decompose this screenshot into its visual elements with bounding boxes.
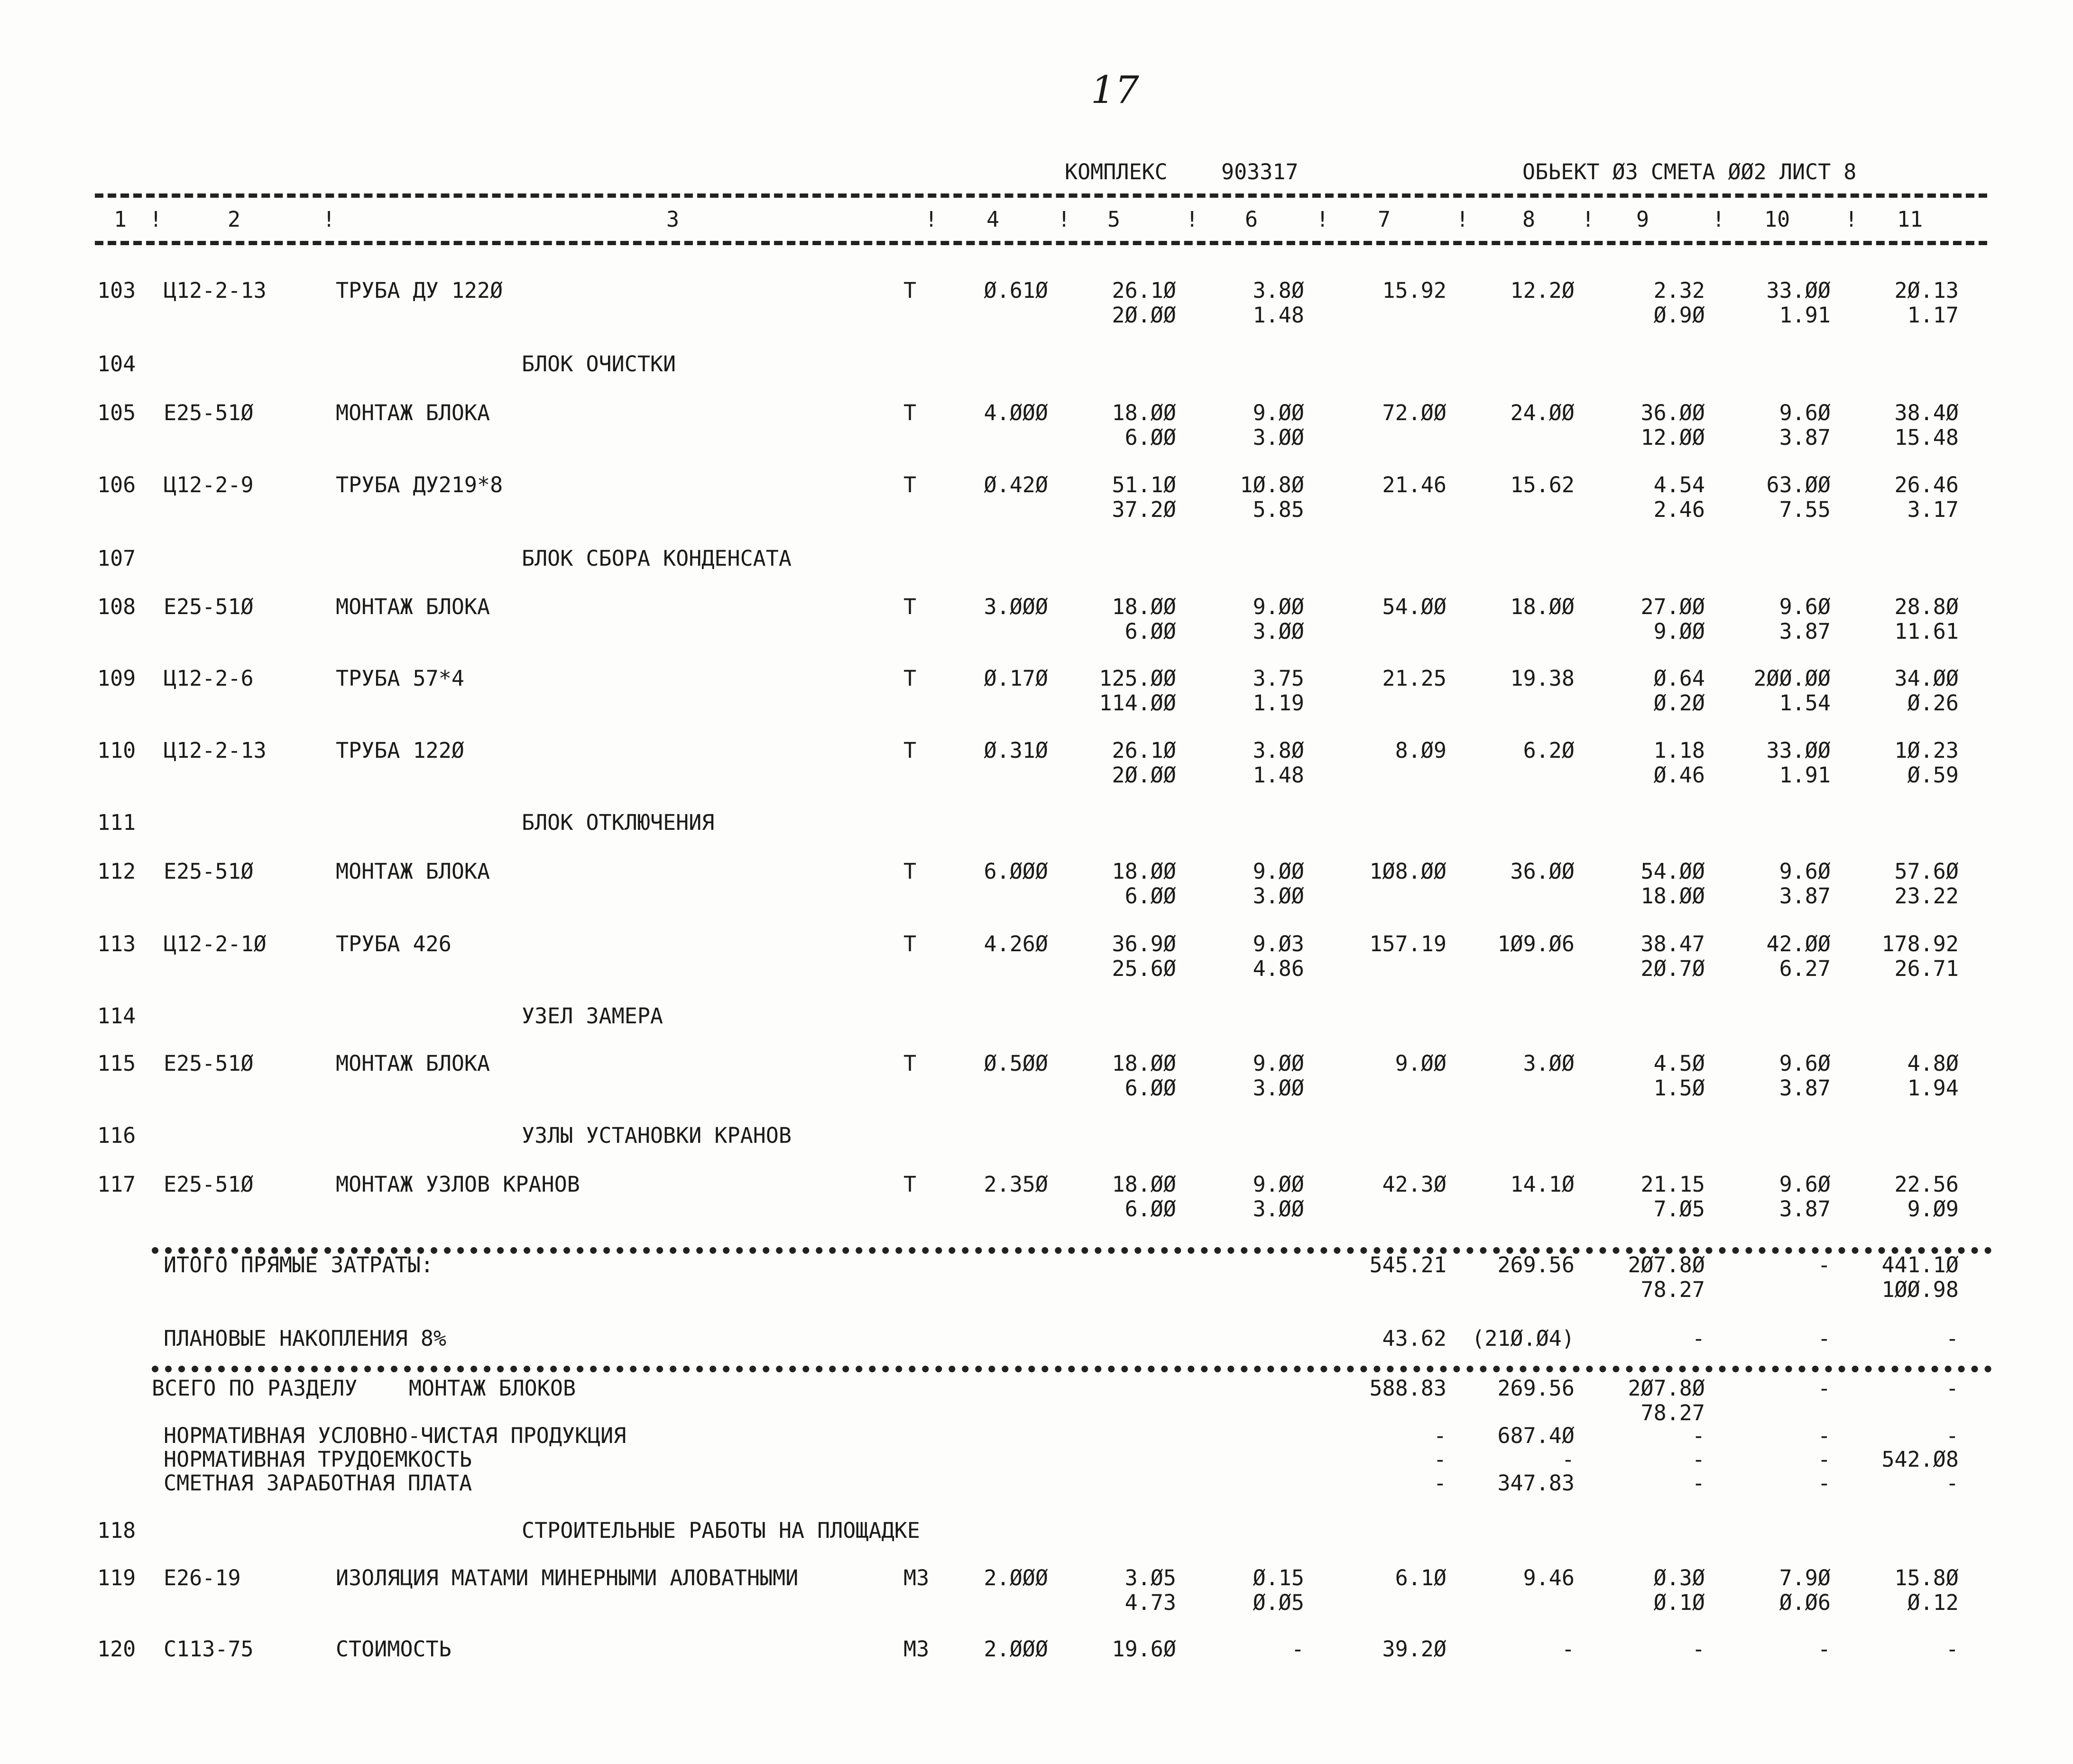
cell-c10: 3.87 bbox=[1779, 1196, 1831, 1222]
row-qty: 2.ØØØ bbox=[984, 1565, 1048, 1590]
cell-c8: 24.ØØ bbox=[1510, 400, 1575, 425]
complex-label: КОМПЛЕКС bbox=[1065, 159, 1168, 184]
row-number: 117 bbox=[97, 1172, 136, 1197]
cell-c9: 21.15 bbox=[1640, 1172, 1705, 1197]
row-qty: Ø.17Ø bbox=[984, 666, 1048, 691]
cell-c6: 3.ØØ bbox=[1253, 1196, 1304, 1222]
cell-c5: 125.ØØ bbox=[1099, 666, 1176, 691]
total-section-c7: 588.83 bbox=[1369, 1376, 1446, 1401]
cell-c6: 5.85 bbox=[1253, 497, 1304, 522]
row-name: МОНТАЖ БЛОКА bbox=[336, 1051, 490, 1076]
cell-c7: 21.46 bbox=[1382, 472, 1446, 497]
cell-c7: 21.25 bbox=[1382, 666, 1446, 691]
cell-c10: 3.87 bbox=[1779, 883, 1831, 909]
row-number: 118 bbox=[97, 1518, 136, 1543]
row-number: 115 bbox=[97, 1051, 136, 1076]
row-number: 105 bbox=[97, 400, 136, 425]
cell-c5: 18.ØØ bbox=[1112, 594, 1176, 619]
cell-c5: 37.2Ø bbox=[1112, 497, 1176, 522]
total-direct-c9: 78.27 bbox=[1640, 1277, 1705, 1302]
row-number: 120 bbox=[97, 1636, 136, 1662]
cell-c11: 1.17 bbox=[1907, 303, 1959, 328]
cell-c11: Ø.59 bbox=[1907, 763, 1959, 788]
total-planned-c7: 43.62 bbox=[1382, 1326, 1446, 1351]
row-code: С113-75 bbox=[164, 1636, 254, 1662]
wage-label: СМЕТНАЯ ЗАРАБОТНАЯ ПЛАТА bbox=[164, 1470, 472, 1496]
column-separator: ! bbox=[925, 207, 938, 232]
cell-c6: Ø.15 bbox=[1253, 1565, 1304, 1590]
row-code: Ц12-2-6 bbox=[164, 666, 254, 691]
cell-c10: 7.9Ø bbox=[1779, 1565, 1831, 1590]
total-direct-c9: 2Ø7.8Ø bbox=[1628, 1252, 1705, 1277]
total-direct-c7: 545.21 bbox=[1369, 1252, 1446, 1277]
row-code: Ц12-2-1Ø bbox=[164, 931, 267, 956]
cell-c7: 15.92 bbox=[1382, 278, 1446, 303]
cell-c11: 178.92 bbox=[1881, 931, 1959, 956]
row-code: Ц12-2-13 bbox=[164, 278, 267, 303]
cell-c5: 18.ØØ bbox=[1112, 1051, 1176, 1076]
cell-c9: Ø.2Ø bbox=[1653, 690, 1705, 716]
cell-c10: 9.6Ø bbox=[1779, 1172, 1831, 1197]
cell-c6: 9.ØØ bbox=[1253, 1172, 1304, 1197]
column-separator: ! bbox=[1845, 207, 1858, 232]
cell-c9: Ø.3Ø bbox=[1653, 1565, 1705, 1590]
cell-c7: 54.ØØ bbox=[1382, 594, 1446, 619]
cell-c10: 1.91 bbox=[1779, 303, 1831, 328]
row-unit: Т bbox=[903, 859, 917, 884]
column-separator: ! bbox=[1186, 207, 1199, 232]
cell-c5: 19.6Ø bbox=[1112, 1636, 1176, 1662]
cell-c8: 36.ØØ bbox=[1510, 859, 1575, 884]
cell-c5: 6.ØØ bbox=[1124, 619, 1176, 644]
norm-labor-c11: 542.Ø8 bbox=[1881, 1447, 1959, 1472]
row-code: Е25-51Ø bbox=[164, 1051, 254, 1076]
cell-c6: 1Ø.8Ø bbox=[1240, 472, 1304, 497]
cell-c7: 39.2Ø bbox=[1382, 1636, 1446, 1662]
row-number: 113 bbox=[97, 931, 136, 956]
row-code: Е25-51Ø bbox=[164, 594, 254, 619]
total-direct-c8: 269.56 bbox=[1497, 1252, 1575, 1277]
cell-c9: 7.Ø5 bbox=[1653, 1196, 1705, 1222]
norm-labor-label: НОРМАТИВНАЯ ТРУДОЕМКОСТЬ bbox=[164, 1447, 472, 1472]
cell-c7: 157.19 bbox=[1369, 931, 1446, 956]
cell-c6: 9.ØØ bbox=[1253, 594, 1304, 619]
cell-c10: 9.6Ø bbox=[1779, 400, 1831, 425]
column-header-11: 11 bbox=[1897, 207, 1923, 232]
cell-c11: Ø.12 bbox=[1907, 1590, 1959, 1615]
cell-c6: 3.ØØ bbox=[1253, 619, 1304, 644]
column-header-6: 6 bbox=[1245, 207, 1258, 232]
total-direct-c11: 441.1Ø bbox=[1881, 1252, 1959, 1277]
row-number: 114 bbox=[97, 1003, 136, 1029]
wage-c9: - bbox=[1692, 1470, 1705, 1496]
cell-c5: 2Ø.ØØ bbox=[1112, 303, 1176, 328]
cell-c10: 6.27 bbox=[1779, 956, 1831, 981]
norm-product-label: НОРМАТИВНАЯ УСЛОВНО-ЧИСТАЯ ПРОДУКЦИЯ bbox=[164, 1423, 627, 1448]
cell-c9: 27.ØØ bbox=[1640, 594, 1705, 619]
norm-labor-c9: - bbox=[1692, 1447, 1705, 1472]
cell-c9: 12.ØØ bbox=[1640, 425, 1705, 450]
cell-c6: Ø.Ø5 bbox=[1253, 1590, 1304, 1615]
cell-c5: 26.1Ø bbox=[1112, 278, 1176, 303]
row-number: 108 bbox=[97, 594, 136, 619]
cell-c10: 9.6Ø bbox=[1779, 1051, 1831, 1076]
cell-c11: 4.8Ø bbox=[1907, 1051, 1959, 1076]
cell-c9: Ø.9Ø bbox=[1653, 303, 1705, 328]
row-number: 110 bbox=[97, 738, 136, 763]
cell-c9: Ø.1Ø bbox=[1653, 1590, 1705, 1615]
row-name: МОНТАЖ УЗЛОВ КРАНОВ bbox=[336, 1172, 580, 1197]
column-header-10: 10 bbox=[1764, 207, 1790, 232]
total-planned-label: ПЛАНОВЫЕ НАКОПЛЕНИЯ 8% bbox=[164, 1326, 447, 1351]
cell-c5: 4.73 bbox=[1124, 1590, 1176, 1615]
row-name: ТРУБА ДУ 122Ø bbox=[336, 278, 503, 303]
row-name: МОНТАЖ БЛОКА bbox=[336, 594, 490, 619]
total-section-c10: - bbox=[1817, 1376, 1831, 1401]
row-qty: Ø.61Ø bbox=[984, 278, 1048, 303]
cell-c10: 3.87 bbox=[1779, 1075, 1831, 1101]
row-name: ТРУБА ДУ219*8 bbox=[336, 472, 503, 497]
row-qty: 2.ØØØ bbox=[984, 1636, 1048, 1662]
total-direct-c10: - bbox=[1817, 1252, 1831, 1277]
cell-c11: 23.22 bbox=[1894, 883, 1959, 909]
cell-c10: 9.6Ø bbox=[1779, 859, 1831, 884]
column-separator: ! bbox=[322, 207, 336, 232]
row-code: Е25-51Ø bbox=[164, 400, 254, 425]
norm-product-c7: - bbox=[1433, 1423, 1446, 1448]
row-code: Е26-19 bbox=[164, 1565, 241, 1590]
cell-c9: 1.5Ø bbox=[1653, 1075, 1705, 1101]
row-name: ТРУБА 122Ø bbox=[336, 738, 464, 763]
row-code: Ц12-2-13 bbox=[164, 738, 267, 763]
cell-c7: 6.1Ø bbox=[1395, 1565, 1446, 1590]
cell-c6: - bbox=[1291, 1636, 1304, 1662]
norm-labor-c7: - bbox=[1433, 1447, 1446, 1472]
total-direct-label: ИТОГО ПРЯМЫЕ ЗАТРАТЫ: bbox=[164, 1252, 433, 1277]
cell-c11: 1.94 bbox=[1907, 1075, 1959, 1101]
column-separator: ! bbox=[1712, 207, 1725, 232]
wage-c7: - bbox=[1433, 1470, 1446, 1496]
cell-c8: 12.2Ø bbox=[1510, 278, 1575, 303]
cell-c11: 38.4Ø bbox=[1894, 400, 1959, 425]
cell-c6: 9.Ø3 bbox=[1253, 931, 1304, 956]
column-header-7: 7 bbox=[1378, 207, 1391, 232]
cell-c11: 15.48 bbox=[1894, 425, 1959, 450]
column-header-8: 8 bbox=[1522, 207, 1536, 232]
cell-c5: 3.Ø5 bbox=[1124, 1565, 1176, 1590]
cell-c5: 6.ØØ bbox=[1124, 425, 1176, 450]
row-unit: Т bbox=[903, 738, 917, 763]
cell-c9: 2.46 bbox=[1653, 497, 1705, 522]
cell-c10: 33.ØØ bbox=[1766, 738, 1831, 763]
cell-c11: 34.ØØ bbox=[1894, 666, 1959, 691]
total-planned-c10: - bbox=[1817, 1326, 1831, 1351]
row-number: 109 bbox=[97, 666, 136, 691]
cell-c11: 2Ø.13 bbox=[1894, 278, 1959, 303]
section-title: БЛОК ОЧИСТКИ bbox=[522, 351, 676, 377]
row-number: 112 bbox=[97, 859, 136, 884]
section-title: БЛОК ОТКЛЮЧЕНИЯ bbox=[522, 810, 715, 835]
cell-c10: 3.87 bbox=[1779, 619, 1831, 644]
cell-c6: 3.75 bbox=[1253, 666, 1304, 691]
row-unit: М3 bbox=[903, 1636, 930, 1662]
cell-c11: 22.56 bbox=[1894, 1172, 1959, 1197]
row-unit: Т bbox=[903, 1051, 917, 1076]
column-header-3: 3 bbox=[666, 207, 680, 232]
cell-c6: 1.48 bbox=[1253, 763, 1304, 788]
wage-c11: - bbox=[1945, 1470, 1959, 1496]
norm-product-c11: - bbox=[1945, 1423, 1959, 1448]
row-qty: 3.ØØØ bbox=[984, 594, 1048, 619]
cell-c9: 9.ØØ bbox=[1653, 619, 1705, 644]
cell-c7: 42.3Ø bbox=[1382, 1172, 1446, 1197]
cell-c5: 18.ØØ bbox=[1112, 859, 1176, 884]
total-section-c9: 2Ø7.8Ø bbox=[1628, 1376, 1705, 1401]
cell-c11: 57.6Ø bbox=[1894, 859, 1959, 884]
section-title: УЗЕЛ ЗАМЕРА bbox=[522, 1003, 663, 1029]
cell-c6: 9.ØØ bbox=[1253, 400, 1304, 425]
cell-c9: 1.18 bbox=[1653, 738, 1705, 763]
wage-c10: - bbox=[1817, 1470, 1831, 1496]
cell-c9: Ø.46 bbox=[1653, 763, 1705, 788]
cell-c10: 42.ØØ bbox=[1766, 931, 1831, 956]
norm-product-c8: 687.4Ø bbox=[1497, 1423, 1575, 1448]
column-header-4: 4 bbox=[986, 207, 1000, 232]
row-code: Е25-51Ø bbox=[164, 859, 254, 884]
cell-c11: - bbox=[1945, 1636, 1959, 1662]
cell-c10: 33.ØØ bbox=[1766, 278, 1831, 303]
cell-c6: 4.86 bbox=[1253, 956, 1304, 981]
page-number: 17 bbox=[1091, 68, 1139, 112]
row-number: 106 bbox=[97, 472, 136, 497]
row-unit: М3 bbox=[903, 1565, 930, 1590]
row-unit: Т bbox=[903, 594, 917, 619]
cell-c5: 114.ØØ bbox=[1099, 690, 1176, 716]
cell-c5: 18.ØØ bbox=[1112, 1172, 1176, 1197]
row-number: 111 bbox=[97, 810, 136, 835]
row-name: ИЗОЛЯЦИЯ МАТАМИ МИНЕРНЫМИ АЛОВАТНЫМИ bbox=[336, 1565, 799, 1590]
cell-c6: 3.ØØ bbox=[1253, 425, 1304, 450]
cell-c9: 4.5Ø bbox=[1653, 1051, 1705, 1076]
cell-c8: 18.ØØ bbox=[1510, 594, 1575, 619]
cell-c5: 25.6Ø bbox=[1112, 956, 1176, 981]
object-label: ОБЬЕКТ Ø3 СМЕТА ØØ2 ЛИСТ 8 bbox=[1522, 159, 1857, 184]
row-unit: Т bbox=[903, 931, 917, 956]
norm-product-c10: - bbox=[1817, 1423, 1831, 1448]
row-unit: Т bbox=[903, 1172, 917, 1197]
row-number: 119 bbox=[97, 1565, 136, 1590]
total-planned-c11: - bbox=[1945, 1326, 1959, 1351]
row-unit: Т bbox=[903, 472, 917, 497]
row-number: 116 bbox=[97, 1123, 136, 1148]
dotted-separator bbox=[152, 1366, 1992, 1372]
row-code: Е25-51Ø bbox=[164, 1172, 254, 1197]
total-direct-c11: 1ØØ.98 bbox=[1881, 1277, 1959, 1302]
norm-product-c9: - bbox=[1692, 1423, 1705, 1448]
row-name: МОНТАЖ БЛОКА bbox=[336, 400, 490, 425]
cell-c8: 3.ØØ bbox=[1523, 1051, 1575, 1076]
column-header-9: 9 bbox=[1636, 207, 1649, 232]
cell-c11: 26.46 bbox=[1894, 472, 1959, 497]
row-name: СТОИМОСТЬ bbox=[336, 1636, 451, 1662]
row-qty: 2.35Ø bbox=[984, 1172, 1048, 1197]
total-section-c9: 78.27 bbox=[1640, 1400, 1705, 1425]
cell-c5: 26.1Ø bbox=[1112, 738, 1176, 763]
total-section-label: ВСЕГО ПО РАЗДЕЛУ МОНТАЖ БЛОКОВ bbox=[152, 1376, 576, 1401]
cell-c9: 2Ø.7Ø bbox=[1640, 956, 1705, 981]
cell-c6: 3.8Ø bbox=[1253, 278, 1304, 303]
row-qty: 4.26Ø bbox=[984, 931, 1048, 956]
row-qty: Ø.5ØØ bbox=[984, 1051, 1048, 1076]
cell-c9: 36.ØØ bbox=[1640, 400, 1705, 425]
cell-c11: 9.Ø9 bbox=[1907, 1196, 1959, 1222]
cell-c5: 51.1Ø bbox=[1112, 472, 1176, 497]
cell-c6: 1.48 bbox=[1253, 303, 1304, 328]
column-separator: ! bbox=[1316, 207, 1329, 232]
section-title: УЗЛЫ УСТАНОВКИ КРАНОВ bbox=[522, 1123, 792, 1148]
cell-c7: 9.ØØ bbox=[1395, 1051, 1446, 1076]
section-title: СТРОИТЕЛЬНЫЕ РАБОТЫ НА ПЛОЩАДКЕ bbox=[522, 1518, 920, 1543]
cell-c7: 8.Ø9 bbox=[1395, 738, 1446, 763]
cell-c8: 14.1Ø bbox=[1510, 1172, 1575, 1197]
cell-c8: 1Ø9.Ø6 bbox=[1497, 931, 1575, 956]
cell-c8: 19.38 bbox=[1510, 666, 1575, 691]
cell-c9: - bbox=[1692, 1636, 1705, 1662]
cell-c5: 18.ØØ bbox=[1112, 400, 1176, 425]
cell-c10: - bbox=[1817, 1636, 1831, 1662]
header-rule-bottom bbox=[95, 241, 1987, 245]
row-qty: Ø.31Ø bbox=[984, 738, 1048, 763]
cell-c10: 2ØØ.ØØ bbox=[1753, 666, 1831, 691]
column-header-2: 2 bbox=[228, 207, 241, 232]
total-planned-c8: (21Ø.Ø4) bbox=[1472, 1326, 1575, 1351]
cell-c5: 6.ØØ bbox=[1124, 1196, 1176, 1222]
cell-c6: 1.19 bbox=[1253, 690, 1304, 716]
cell-c9: 38.47 bbox=[1640, 931, 1705, 956]
row-name: ТРУБА 426 bbox=[336, 931, 451, 956]
column-separator: ! bbox=[1582, 207, 1595, 232]
total-section-c11: - bbox=[1945, 1376, 1959, 1401]
row-number: 103 bbox=[97, 278, 136, 303]
cell-c7: 1Ø8.ØØ bbox=[1369, 859, 1446, 884]
cell-c5: 36.9Ø bbox=[1112, 931, 1176, 956]
cell-c6: 3.ØØ bbox=[1253, 1075, 1304, 1101]
cell-c11: Ø.26 bbox=[1907, 690, 1959, 716]
column-header-5: 5 bbox=[1107, 207, 1121, 232]
cell-c6: 9.ØØ bbox=[1253, 859, 1304, 884]
row-number: 104 bbox=[97, 351, 136, 377]
cell-c9: 2.32 bbox=[1653, 278, 1705, 303]
cell-c11: 26.71 bbox=[1894, 956, 1959, 981]
row-unit: Т bbox=[903, 278, 917, 303]
column-separator: ! bbox=[149, 207, 163, 232]
cell-c11: 28.8Ø bbox=[1894, 594, 1959, 619]
row-qty: 6.ØØØ bbox=[984, 859, 1048, 884]
row-number: 107 bbox=[97, 546, 136, 571]
column-header-1: 1 bbox=[114, 207, 127, 232]
cell-c5: 6.ØØ bbox=[1124, 1075, 1176, 1101]
cell-c5: 2Ø.ØØ bbox=[1112, 763, 1176, 788]
cell-c10: 1.91 bbox=[1779, 763, 1831, 788]
column-separator: ! bbox=[1058, 207, 1071, 232]
cell-c10: 3.87 bbox=[1779, 425, 1831, 450]
cell-c6: 9.ØØ bbox=[1253, 1051, 1304, 1076]
norm-labor-c10: - bbox=[1817, 1447, 1831, 1472]
row-unit: Т bbox=[903, 666, 917, 691]
complex-code: 903317 bbox=[1221, 159, 1299, 184]
cell-c5: 6.ØØ bbox=[1124, 883, 1176, 909]
cell-c6: 3.8Ø bbox=[1253, 738, 1304, 763]
row-unit: Т bbox=[903, 400, 917, 425]
total-section-c8: 269.56 bbox=[1497, 1376, 1575, 1401]
cell-c8: 9.46 bbox=[1523, 1565, 1575, 1590]
cell-c11: 11.61 bbox=[1894, 619, 1959, 644]
cell-c9: Ø.64 bbox=[1653, 666, 1705, 691]
cell-c10: 1.54 bbox=[1779, 690, 1831, 716]
row-code: Ц12-2-9 bbox=[164, 472, 254, 497]
cell-c10: 63.ØØ bbox=[1766, 472, 1831, 497]
total-planned-c9: - bbox=[1692, 1326, 1705, 1351]
cell-c11: 15.8Ø bbox=[1894, 1565, 1959, 1590]
row-name: МОНТАЖ БЛОКА bbox=[336, 859, 490, 884]
cell-c9: 4.54 bbox=[1653, 472, 1705, 497]
row-qty: Ø.42Ø bbox=[984, 472, 1048, 497]
cell-c11: 3.17 bbox=[1907, 497, 1959, 522]
norm-labor-c8: - bbox=[1561, 1447, 1575, 1472]
row-name: ТРУБА 57*4 bbox=[336, 666, 464, 691]
cell-c8: 15.62 bbox=[1510, 472, 1575, 497]
cell-c10: Ø.Ø6 bbox=[1779, 1590, 1831, 1615]
cell-c10: 9.6Ø bbox=[1779, 594, 1831, 619]
cell-c8: - bbox=[1561, 1636, 1575, 1662]
cell-c7: 72.ØØ bbox=[1382, 400, 1446, 425]
cell-c6: 3.ØØ bbox=[1253, 883, 1304, 909]
section-title: БЛОК СБОРА КОНДЕНСАТА bbox=[522, 546, 792, 571]
cell-c9: 18.ØØ bbox=[1640, 883, 1705, 909]
header-rule-top bbox=[95, 193, 1987, 198]
wage-c8: 347.83 bbox=[1497, 1470, 1575, 1496]
cell-c10: 7.55 bbox=[1779, 497, 1831, 522]
column-separator: ! bbox=[1456, 207, 1469, 232]
cell-c11: 1Ø.23 bbox=[1894, 738, 1959, 763]
row-qty: 4.ØØØ bbox=[984, 400, 1048, 425]
cell-c9: 54.ØØ bbox=[1640, 859, 1705, 884]
cell-c8: 6.2Ø bbox=[1523, 738, 1575, 763]
